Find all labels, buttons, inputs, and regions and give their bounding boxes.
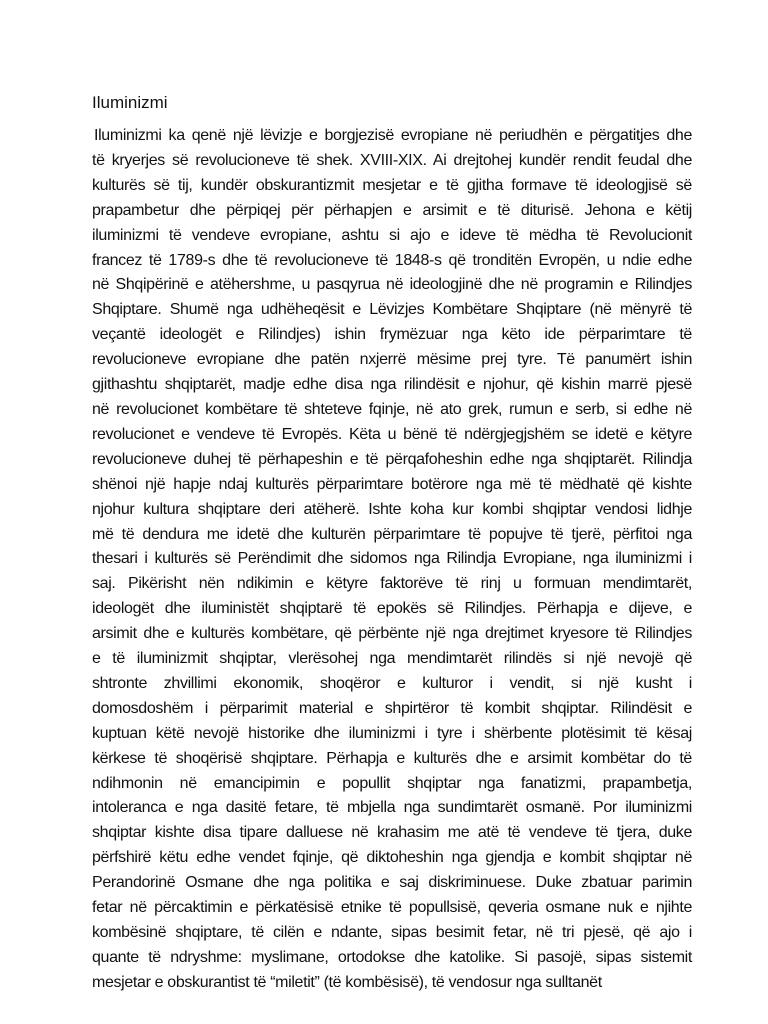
paragraph-line: në Shqipërinë e atëhershme, u pasqyrua në ideologjinë dhe në programin e Rilindjes — [92, 276, 692, 294]
paragraph-line: e të iluminizmit shqiptar, vlerësohej nga mendimtarët rilindës si një nevojë që — [92, 650, 692, 668]
paragraph-line: domosdoshëm i përparimit material e shpirtëror të kombit shqiptar. Rilindësit e — [92, 699, 692, 717]
paragraph-line: iluminizmi të vendeve evropiane, ashtu si ajo e ideve të mëdha të Revolucionit — [92, 226, 692, 244]
paragraph-line: arsimit dhe e kulturës kombëtare, që përbënte një nga drejtimet kryesore të Rilindjes — [92, 625, 692, 643]
paragraph-line: kombësinë shqiptare, të cilën e ndante, sipas besimit fetar, në tri pjesë, që ajo i — [92, 924, 692, 941]
paragraph-line: quante të ndryshme: myslimane, ortodokse dhe katolike. Si pasojë, sipas sistemit — [92, 948, 692, 966]
paragraph-line: thesari i kulturës së Perëndimit dhe sidomos nga Rilindja Evropiane, nga iluminizmi i — [92, 550, 692, 568]
paragraph-line: francez të 1789-s dhe të revolucioneve të 1848-s që tronditën Evropën, u ndie edhe — [92, 251, 692, 269]
paragraph-line: shënoi një hapje ndaj kulturës përparimtare botërore nga më të mëdhatë që kishte — [92, 475, 692, 493]
paragraph-line: më të dendura me idetë dhe kulturën përparimtare të popujve të tjerë, përfitoi nga — [92, 525, 692, 543]
paragraph-line: prapambetur dhe përpiqej për përhapjen e arsimit e të diturisë. Jehona e këtij — [92, 201, 692, 219]
document-title: Iluminizmi — [92, 93, 168, 112]
paragraph-line: shqiptar kishte disa tipare dalluese në krahasim me atë të vendeve të tjera, duke — [92, 824, 692, 842]
paragraph-line: Iluminizmi ka qenë një lëvizje e borgjezisë evropiane në periudhën e përgatitjes dhe — [94, 127, 692, 144]
paragraph-line: fetar në përcaktimin e përkatësisë etnike të popullsisë, qeveria osmane nuk e njihte — [92, 899, 692, 917]
paragraph-line: njohur kultura shqiptare deri atëherë. Ishte koha kur kombi shqiptar vendosi lidhje — [92, 500, 692, 518]
paragraph-line: saj. Pikërisht nën ndikimin e këtyre faktorëve të rinj u formuan mendimtarët, — [92, 575, 692, 593]
paragraph-line: kuptuan këtë nevojë historike dhe iluminizmi i tyre i shërbente plotësimit të kësaj — [92, 724, 692, 742]
paragraph-line: revolucioneve evropiane dhe patën nxjerrë mësime prej tyre. Të panumërt ishin — [92, 351, 692, 369]
paragraph-line: kërkese të shoqërisë shqiptare. Përhapja e kulturës dhe e arsimit kombëtar do të — [92, 749, 692, 767]
paragraph-line: revolucioneve duhej të përhapeshin e të përqafoheshin edhe nga shqiptarët. Rilindja — [92, 450, 692, 468]
paragraph-line: intoleranca e nga dasitë fetare, të mbjella nga sundimtarët osmanë. Por iluminizmi — [92, 799, 692, 817]
paragraph-line: revolucionet e vendeve të Evropës. Këta u bënë të ndërgjegjshëm se idetë e këtyre — [92, 425, 692, 443]
paragraph-line: gjithashtu shqiptarët, madje edhe disa nga rilindësit e njohur, që kishin marrë pjesë — [92, 376, 692, 394]
paragraph-line: shtronte zhvillimi ekonomik, shoqëror e kulturor i vendit, si një kusht i — [92, 674, 692, 692]
paragraph-line: ndihmonin në emancipimin e popullit shqiptar nga fanatizmi, prapambetja, — [92, 774, 692, 792]
document-body — [92, 124, 692, 996]
paragraph-line: mesjetar e obskurantist të “miletit” (të kombësisë), të vendosur nga sulltanët — [92, 973, 602, 991]
paragraph-line: Shqiptare. Shumë nga udhëheqësit e Lëvizjes Kombëtare Shqiptare (në mënyrë të — [92, 301, 692, 319]
paragraph-line: veçantë ideologët e Rilindjes) ishin frymëzuar nga këto ide përparimtare të — [92, 326, 692, 344]
paragraph-line: përfshirë këtu edhe vendet fqinje, që diktoheshin nga gjendja e kombit shqiptar në — [92, 849, 692, 867]
paragraph-line: në revolucionet kombëtare të shteteve fqinje, në ato grek, rumun e serb, si edhe në — [92, 400, 692, 418]
paragraph-line: kulturës së tij, kundër obskurantizmit mesjetar e të gjitha formave të ideologjisë së — [92, 176, 692, 194]
paragraph-line: ideologët dhe iluministët shqiptarë të epokës së Rilindjes. Përhapja e dijeve, e — [92, 600, 692, 618]
paragraph-line: të kryerjes së revolucioneve të shek. XVIII-XIX. Ai drejtohej kundër rendit feudal dhe — [92, 151, 692, 169]
paragraph-line: Perandorinë Osmane dhe nga politika e saj diskriminuese. Duke zbatuar parimin — [92, 874, 692, 892]
